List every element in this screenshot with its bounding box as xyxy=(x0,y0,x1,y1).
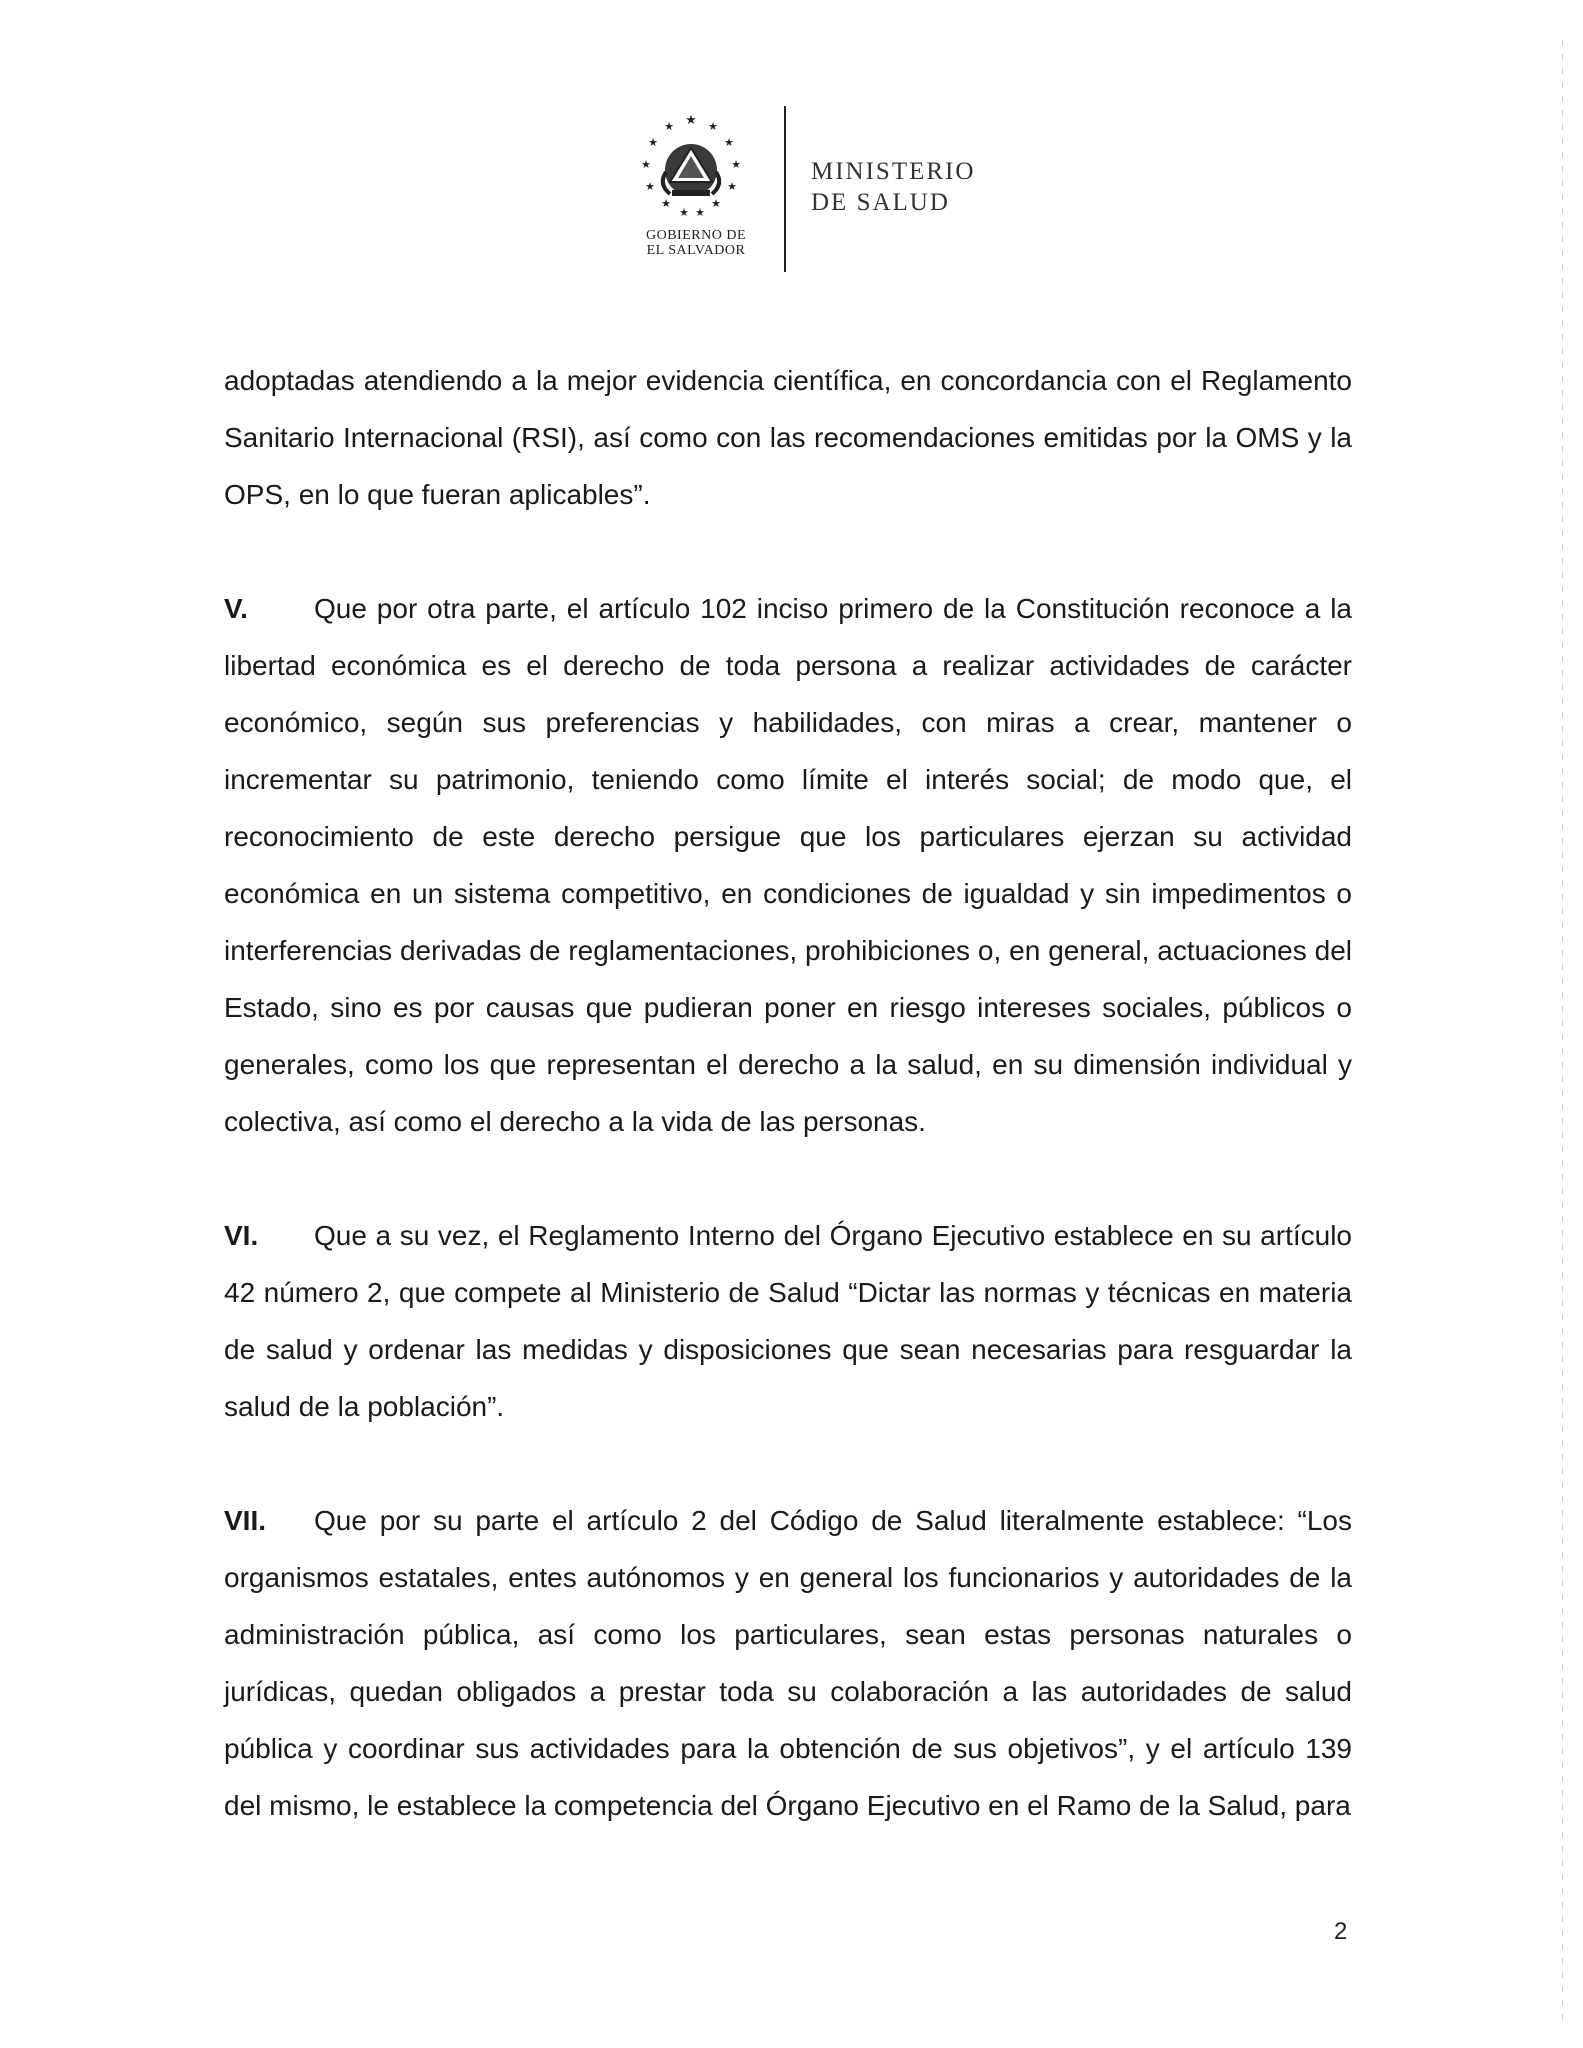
paragraph-text-v: Que por otra parte, el artículo 102 inciso primero de la Constitución reconoce a la libertad económica es el derecho de toda persona a realizar actividades de carácter económico, según sus preferencias y habilidades, con miras a crear, mantener o incrementar su patrimonio, teniendo como límite el interés social; de modo que, el reconocimiento de este derecho persigue que los particulares ejerzan su actividad económica en un sistema competitivo, en condiciones de igualdad y sin impedimentos o interferencias derivadas de reglamentaciones, prohibiciones o, en general, actuaciones del Estado, sino es por causas que pudieran poner en riesgo intereses sociales, públicos o generales, como los que representan el derecho a la salud, en su dimensión individual y colectiva, así como el derecho a la vida de las personas. xyxy=(224,593,1352,1137)
continuation-paragraph: adoptadas atendiendo a la mejor evidencia científica, en concordancia con el Reglamento Sanitario Internacional (RSI), así como con las recomendaciones emitidas por la OMS y la OPS, en lo que fueran aplicables”. xyxy=(224,365,1352,510)
ministry-line-1: MINISTERIO xyxy=(811,158,976,185)
el-salvador-coat-of-arms-icon xyxy=(636,112,746,224)
government-label xyxy=(626,228,766,258)
paragraph-v xyxy=(224,580,1352,1150)
svg-text:★: ★ xyxy=(648,136,658,149)
paragraph-text-vi: Que a su vez, el Reglamento Interno del Órgano Ejecutivo establece en su artículo 42 número 2, que compete al Ministerio de Salud “Dictar las normas y técnicas en materia de salud y ordenar las medidas y disposiciones que sean necesarias para resguardar la salud de la población”. xyxy=(224,1220,1352,1422)
scan-edge-artifact xyxy=(1562,40,1563,2020)
svg-text:★: ★ xyxy=(727,180,737,193)
ministry-line-2: DE SALUD xyxy=(811,189,950,216)
paragraph-number-vii: VII. xyxy=(224,1505,267,1536)
document-header xyxy=(0,0,1583,280)
header-divider xyxy=(784,106,786,272)
svg-text:★: ★ xyxy=(711,197,721,210)
svg-text:★: ★ xyxy=(708,120,718,133)
page-number: 2 xyxy=(1334,1918,1348,1945)
paragraph-number-v: V. xyxy=(224,593,248,624)
svg-text:★: ★ xyxy=(661,197,671,210)
document-body xyxy=(224,352,1352,1834)
svg-text:★: ★ xyxy=(685,113,697,128)
paragraph-text-vii: Que por su parte el artículo 2 del Código de Salud literalmente establece: “Los organismos estatales, entes autónomos y en general los funcionarios y autoridades de la administración pública, así como los particulares, sean estas personas naturales o jurídicas, quedan obligados a prestar toda su colaboración a las autoridades de salud pública y coordinar sus actividades para la obtención de sus objetivos”, y el artículo 139 del mismo, le establece la competencia del Órgano Ejecutivo en el Ramo de la Salud, para xyxy=(224,1505,1352,1821)
svg-text:★: ★ xyxy=(645,180,655,193)
paragraph-vi xyxy=(224,1207,1352,1435)
svg-text:★: ★ xyxy=(731,158,741,171)
gov-line-2: EL SALVADOR xyxy=(646,243,746,258)
svg-text:★: ★ xyxy=(641,158,651,171)
svg-text:★: ★ xyxy=(664,120,674,133)
ministry-label xyxy=(811,156,975,218)
svg-text:★: ★ xyxy=(679,206,689,219)
gov-line-1: GOBIERNO DE xyxy=(646,228,746,243)
svg-text:★: ★ xyxy=(695,206,705,219)
svg-text:★: ★ xyxy=(724,136,734,149)
paragraph-vii xyxy=(224,1492,1352,1834)
paragraph-number-vi: VI. xyxy=(224,1220,259,1251)
